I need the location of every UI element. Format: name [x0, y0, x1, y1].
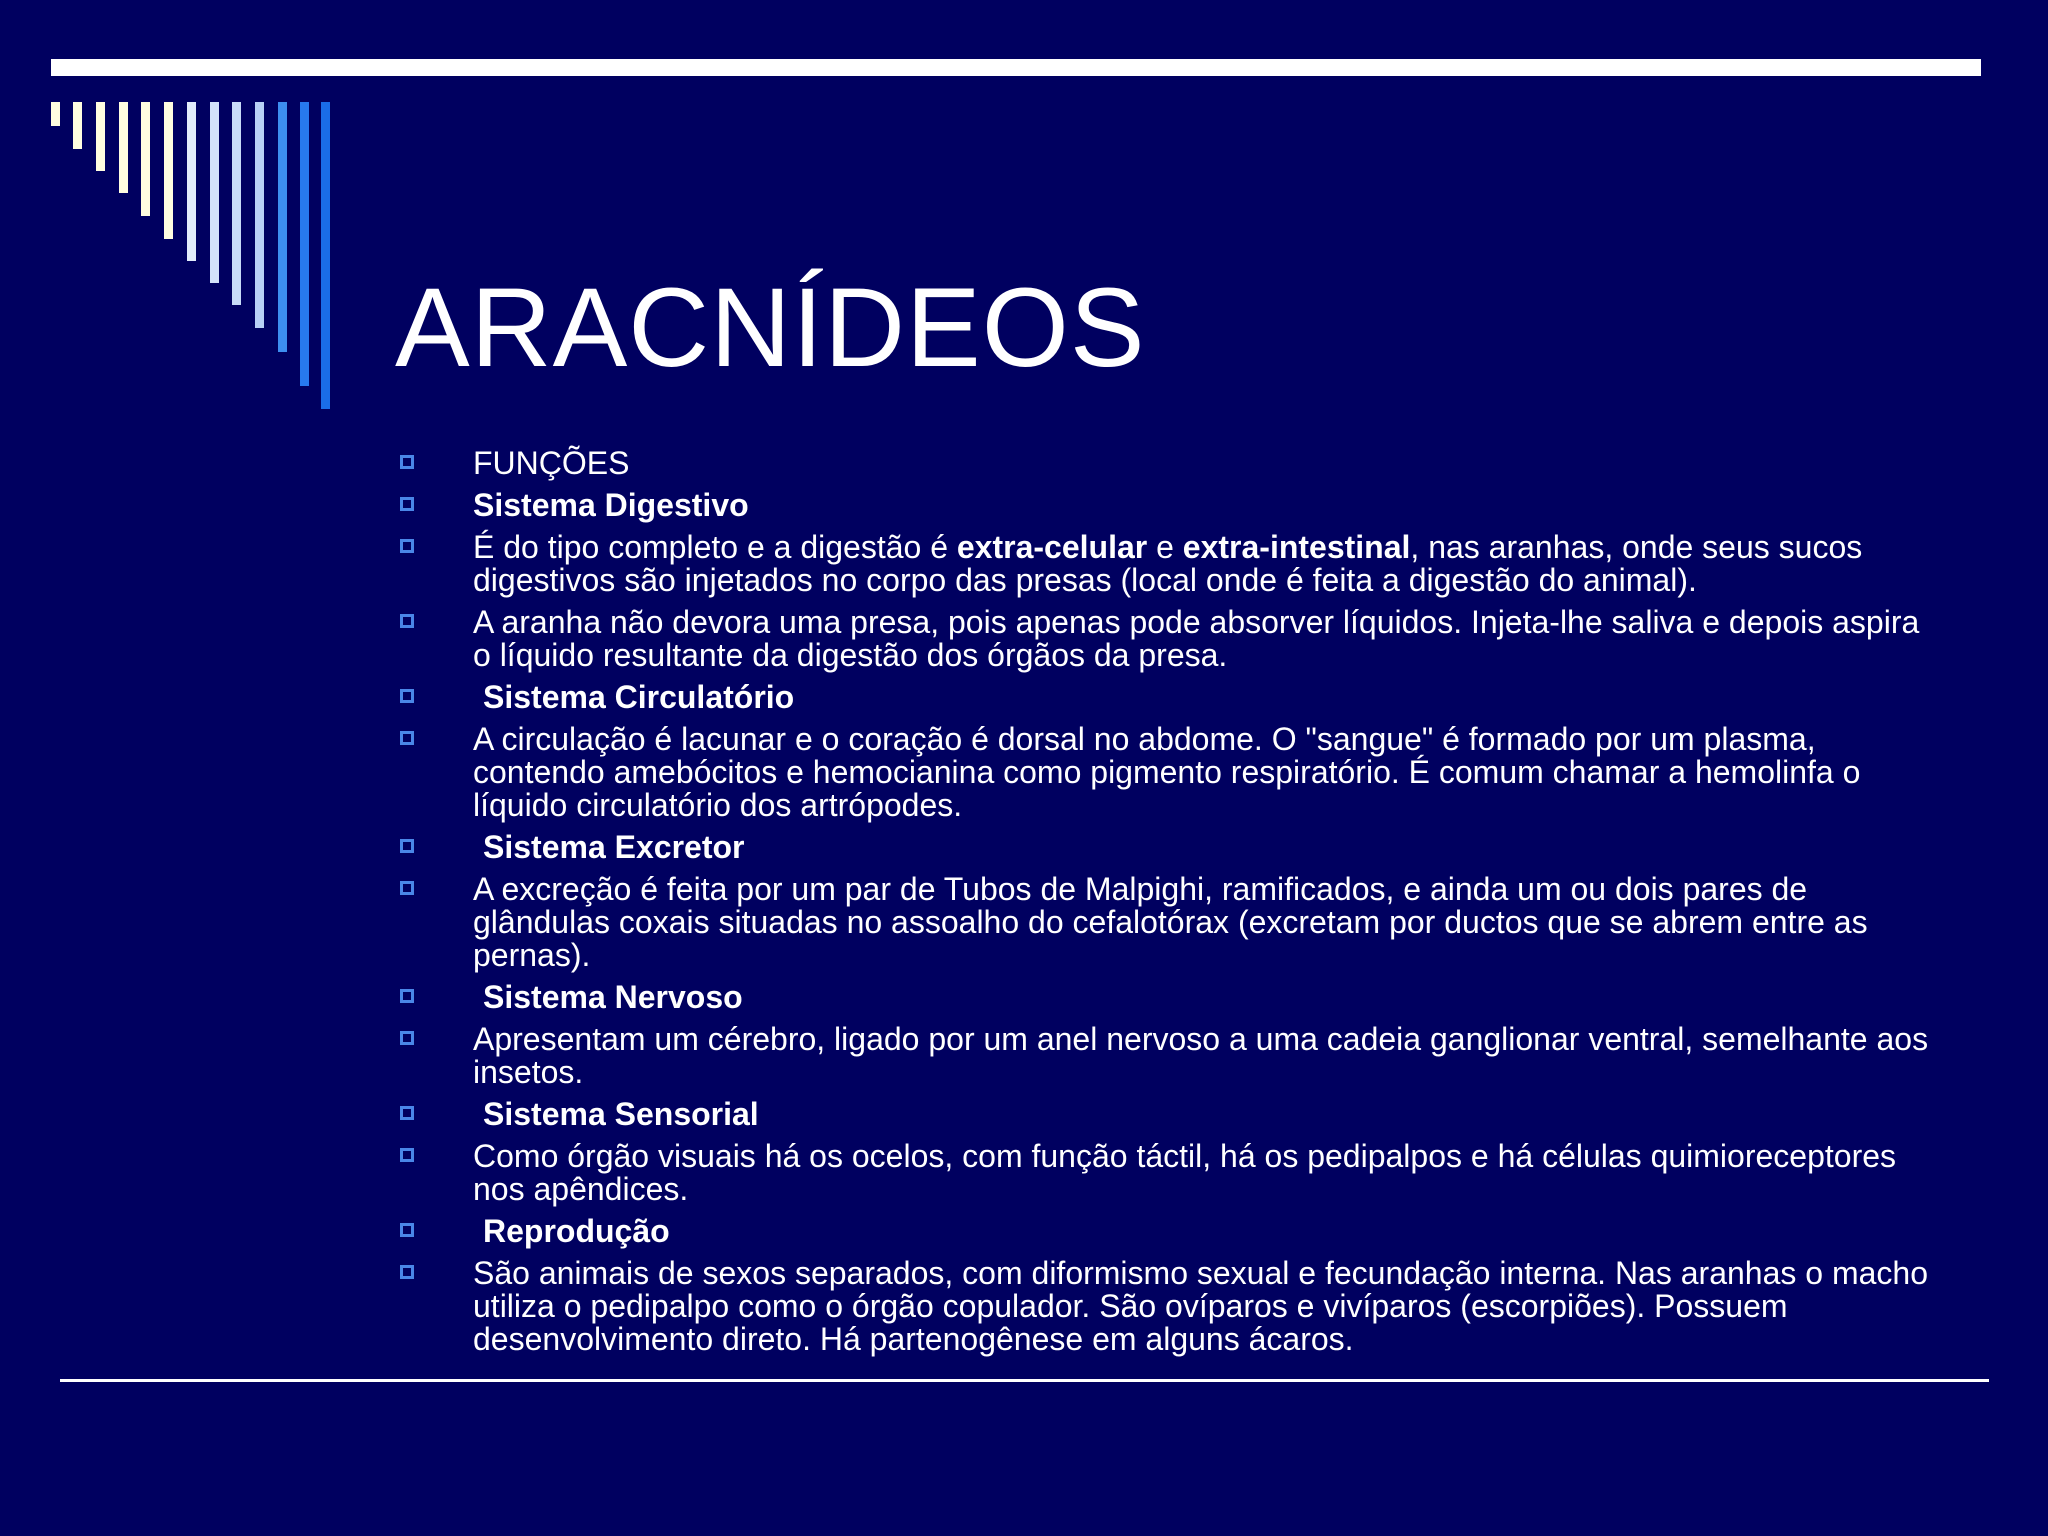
bullet-list: [0, 447, 2048, 1365]
decorative-stripe: [255, 102, 264, 328]
decorative-stripe: [51, 102, 60, 126]
bullet-item: [0, 723, 1943, 822]
square-bullet-icon: [400, 455, 414, 469]
section-heading: [0, 681, 1943, 714]
bullet-text: Apresentam um cérebro, ligado por um anel nervoso a uma cadeia ganglionar ventral, semelhante aos insetos.: [473, 1021, 1929, 1090]
bullet-text: A excreção é feita por um par de Tubos de Malpighi, ramificados, e ainda um ou dois pares de glândulas coxais situadas no assoalho do cefalotórax (excretam por ductos que se abrem entre as pernas).: [473, 871, 1868, 973]
bullet-text: A circulação é lacunar e o coração é dorsal no abdome. O "sangue" é formado por um plasma, contendo amebócitos e hemocianina como pigmento respiratório. É comum chamar a hemolinfa o líquido circulatório dos artrópodes.: [473, 721, 1861, 823]
section-heading-text: Sistema Nervoso: [483, 979, 743, 1015]
decorative-stripe: [96, 102, 105, 171]
bold-term: extra-intestinal: [1182, 529, 1411, 565]
square-bullet-icon: [400, 1031, 414, 1045]
decorative-stripe: [73, 102, 82, 149]
decorative-stripe: [232, 102, 241, 305]
square-bullet-icon: [400, 839, 414, 853]
text-run: , nas aranhas, onde seus sucos digestivos são injetados no corpo das presas (local onde é feita a digestão do animal).: [473, 529, 1863, 598]
square-bullet-icon: [400, 539, 414, 553]
bullet-item: [0, 873, 1943, 972]
slide-title: ARACNÍDEOS: [395, 265, 1146, 391]
bullet-text: São animais de sexos separados, com diformismo sexual e fecundação interna. Nas aranhas o macho utiliza o pedipalpo como o órgão copulador. São ovíparos e vivíparos (escorpiões). Possuem desenvolvimento direto. Há partenogênese em alguns ácaros.: [473, 1255, 1928, 1357]
bullet-item: [0, 1023, 1943, 1089]
text-run: e: [1147, 529, 1183, 565]
bullet-text: [473, 529, 1862, 598]
section-heading: [0, 489, 1943, 522]
square-bullet-icon: [400, 1223, 414, 1237]
bullet-item: [0, 531, 1943, 597]
square-bullet-icon: [400, 731, 414, 745]
section-heading-text: Sistema Excretor: [483, 829, 745, 865]
decorative-stripe: [321, 102, 330, 409]
section-heading: [0, 831, 1943, 864]
bullet-text: A aranha não devora uma presa, pois apenas pode absorver líquidos. Injeta-lhe saliva e depois aspira o líquido resultante da digestão dos órgãos da presa.: [473, 604, 1920, 673]
decorative-stripe: [141, 102, 150, 216]
bullet-item: [0, 447, 1943, 480]
bullet-item: [0, 1140, 1943, 1206]
decorative-stripe: [187, 102, 196, 261]
section-heading: [0, 1215, 1943, 1248]
bullet-item: [0, 1257, 1943, 1356]
decorative-stripe: [278, 102, 287, 352]
decorative-stripe: [300, 102, 309, 386]
section-heading-text: Sistema Sensorial: [483, 1096, 759, 1132]
bottom-rule: [60, 1379, 1989, 1382]
square-bullet-icon: [400, 881, 414, 895]
text-run: É do tipo completo e a digestão é: [473, 529, 957, 565]
bullet-item: [0, 606, 1943, 672]
section-heading-text: Reprodução: [483, 1213, 670, 1249]
square-bullet-icon: [400, 1148, 414, 1162]
bullet-text: FUNÇÕES: [473, 445, 630, 481]
square-bullet-icon: [400, 1106, 414, 1120]
decorative-stripe: [164, 102, 173, 239]
section-heading-text: Sistema Digestivo: [473, 487, 749, 523]
decorative-stripe: [210, 102, 219, 283]
top-rule: [51, 59, 1981, 76]
square-bullet-icon: [400, 614, 414, 628]
square-bullet-icon: [400, 989, 414, 1003]
section-heading: [0, 1098, 1943, 1131]
square-bullet-icon: [400, 1265, 414, 1279]
square-bullet-icon: [400, 689, 414, 703]
square-bullet-icon: [400, 497, 414, 511]
section-heading-text: Sistema Circulatório: [483, 679, 795, 715]
section-heading: [0, 981, 1943, 1014]
decorative-stripe: [119, 102, 128, 193]
bullet-text: Como órgão visuais há os ocelos, com função táctil, há os pedipalpos e há células quimioreceptores nos apêndices.: [473, 1138, 1897, 1207]
bold-term: extra-celular: [956, 529, 1148, 565]
